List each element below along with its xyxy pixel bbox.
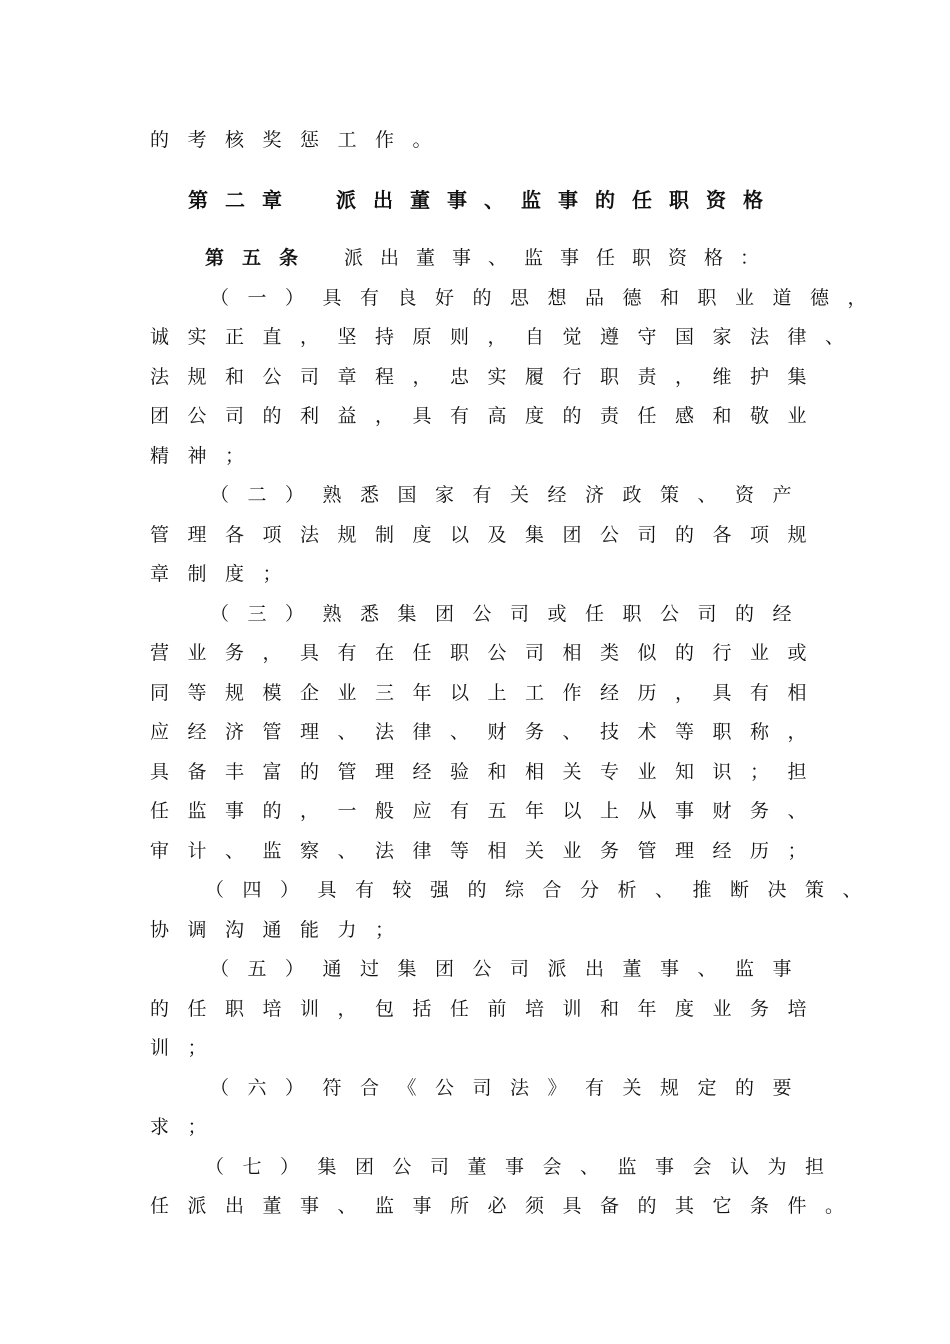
- clause-3-line-1: （三）熟悉集团公司或任职公司的经: [210, 603, 811, 625]
- clause-3-line-3: 同等规模企业三年以上工作经历，具有相: [150, 682, 826, 704]
- article-number: 第五条: [205, 247, 317, 269]
- clause-1-line-1: （一）具有良好的思想品德和职业道德，: [210, 287, 886, 309]
- clause-2-line-1: （二）熟悉国家有关经济政策、资产: [210, 484, 811, 506]
- clause-2-line-3: 章制度；: [150, 563, 301, 585]
- clause-4-line-2: 协调沟通能力；: [150, 919, 413, 941]
- article-intro: 派出董事、监事任职资格：: [344, 247, 777, 269]
- clause-1-line-5: 精神；: [150, 445, 263, 467]
- clause-1-line-3: 法规和公司章程，忠实履行职责，维护集: [150, 366, 826, 388]
- chapter-title: 第二章 派出董事、监事的任职资格: [188, 188, 780, 212]
- clause-3-line-7: 审计、监察、法律等相关业务管理经历；: [150, 840, 826, 862]
- clause-3-line-2: 营业务，具有在任职公司相类似的行业或: [150, 642, 826, 664]
- clause-2-line-2: 管理各项法规制度以及集团公司的各项规: [150, 524, 826, 546]
- clause-6-line-2: 求；: [150, 1116, 226, 1138]
- article-heading: [205, 244, 776, 272]
- clause-3-line-5: 具备丰富的管理经验和相关专业知识；担: [150, 761, 826, 783]
- clause-3-line-6: 任监事的，一般应有五年以上从事财务、: [150, 800, 826, 822]
- clause-1-line-2: 诚实正直，坚持原则，自觉遵守国家法律、: [150, 326, 863, 348]
- clause-6-line-1: （六）符合《公司法》有关规定的要: [210, 1077, 811, 1099]
- clause-4-line-1: （四）具有较强的综合分析、推断决策、: [205, 879, 881, 901]
- clause-3-line-4: 应经济管理、法律、财务、技术等职称，: [150, 721, 826, 743]
- clause-1-line-4: 团公司的利益，具有高度的责任感和敬业: [150, 405, 826, 427]
- previous-section-ending: 的考核奖惩工作。: [150, 129, 451, 151]
- clause-5-line-3: 训；: [150, 1037, 226, 1059]
- clause-7-line-1: （七）集团公司董事会、监事会认为担: [205, 1156, 843, 1178]
- clause-5-line-1: （五）通过集团公司派出董事、监事: [210, 958, 811, 980]
- clause-5-line-2: 的任职培训，包括任前培训和年度业务培: [150, 998, 826, 1020]
- clause-7-line-2: 任派出董事、监事所必须具备的其它条件。: [150, 1195, 863, 1217]
